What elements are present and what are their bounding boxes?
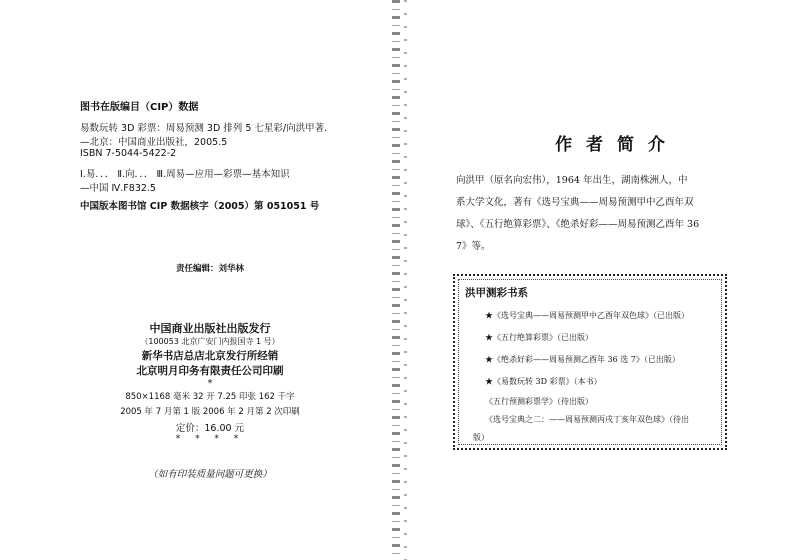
series-item: 《选号宝典之二：——周易预测丙戌丁亥年双色球》（待出 xyxy=(485,415,689,424)
series-item: 《五行预测彩票学》（待出版） xyxy=(485,397,593,406)
cip-line: 易数玩转 3D 彩票：周易预测 3D 排列 5 七星彩/向洪甲著． xyxy=(80,123,334,134)
price: 定价：16.00 元 xyxy=(175,423,245,434)
book-spine xyxy=(392,0,400,560)
series-item: ★《五行绝算彩票》（已出版） xyxy=(485,333,593,342)
separator-star: * xyxy=(207,378,213,389)
series-box xyxy=(453,274,727,450)
left-page xyxy=(0,0,390,560)
cip-number: 中国版本图书馆 CIP 数据核字（2005）第 051051 号 xyxy=(80,201,320,212)
cip-line: ISBN 7-5044-5422-2 xyxy=(80,148,177,159)
series-item: ★《绝杀好彩——周易预测乙酉年 36 选 7》（已出版） xyxy=(485,355,680,364)
cip-line: —中国 Ⅳ.F832.5 xyxy=(80,183,156,194)
series-item: ★《易数玩转 3D 彩票》（本书） xyxy=(485,377,602,386)
star-divider: * * * * xyxy=(175,434,245,444)
printer: 北京明月印务有限责任公司印刷 xyxy=(136,365,284,377)
quality-notice: （如有印装质量问题可更换） xyxy=(148,469,272,480)
cip-line: —北京：中国商业出版社，2005.5 xyxy=(80,137,228,148)
edition-info: 2005 年 7 月第 1 版 2006 年 2 月第 2 次印刷 xyxy=(120,407,300,417)
distributor: 新华书店总店北京发行所经销 xyxy=(141,350,279,362)
cip-line: Ⅰ.易．．． Ⅱ.向．．． Ⅲ.周易—应用—彩票—基本知识 xyxy=(80,169,290,180)
editor-credit: 责任编辑：刘华林 xyxy=(176,264,245,274)
series-title: 洪甲测彩书系 xyxy=(465,287,528,299)
publisher-address: （100053 北京广安门内报国寺 1 号） xyxy=(140,337,280,346)
series-item: 版） xyxy=(473,433,489,442)
page-title: 作 者 简 介 xyxy=(555,135,669,155)
bio-line: 向洪甲（原名向宏伟），1964 年出生，湖南株洲人，中 xyxy=(456,175,688,186)
author-bio xyxy=(456,170,756,258)
series-item: ★《选号宝典——周易预测甲中乙酉年双色球》（已出版） xyxy=(485,311,689,320)
bio-line: 球》、《五行绝算彩票》、《绝杀好彩——周易预测乙酉年 36 xyxy=(456,219,700,230)
publisher: 中国商业出版社出版发行 xyxy=(149,322,271,335)
bio-line: 7》等。 xyxy=(456,241,491,252)
cip-header: 图书在版编目（CIP）数据 xyxy=(80,102,199,113)
print-spec: 850×1168 毫米 32 开 7.25 印张 162 千字 xyxy=(125,392,295,402)
right-page xyxy=(400,0,793,560)
bio-line: 系大学文化，著有《选号宝典——周易预测甲中乙酉年双 xyxy=(456,197,694,208)
